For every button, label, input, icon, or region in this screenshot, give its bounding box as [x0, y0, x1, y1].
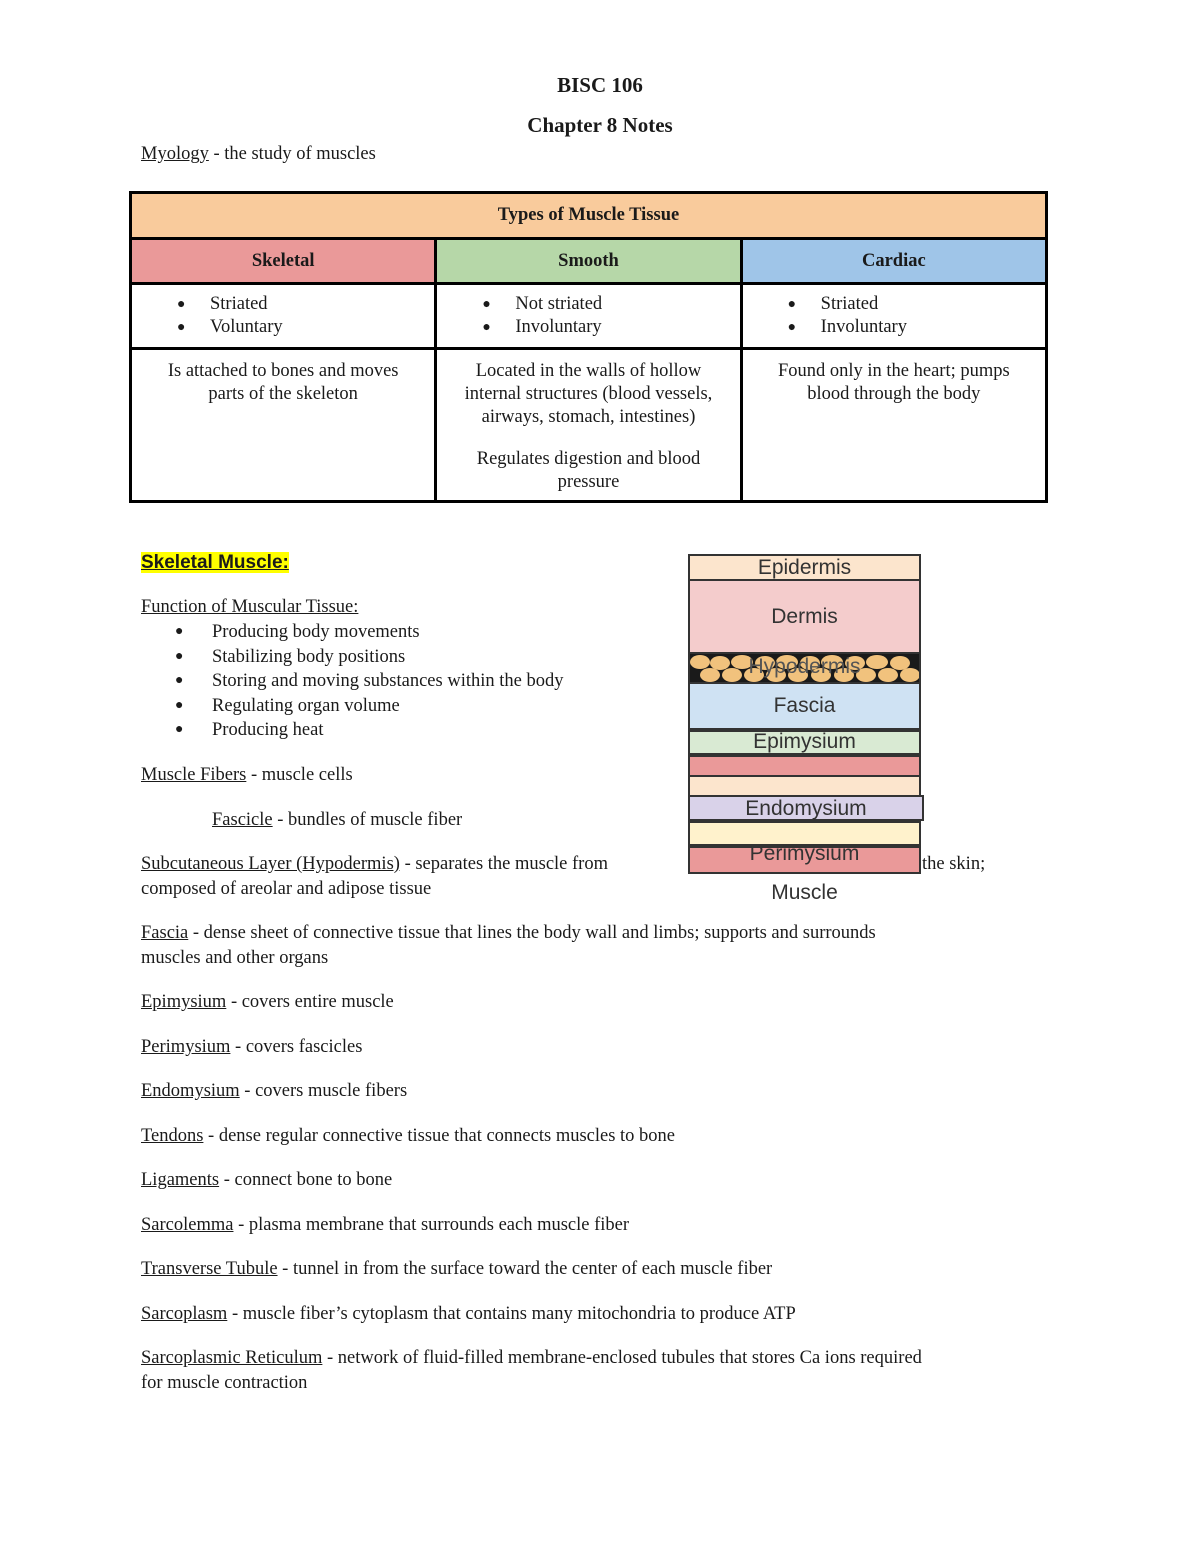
- definition-line: [141, 1302, 796, 1327]
- term-label: Transverse Tubule: [141, 1259, 278, 1279]
- term-definition: - covers entire muscle: [226, 992, 394, 1012]
- layer-label: Perimysium: [749, 842, 860, 865]
- term-definition: - covers fascicles: [230, 1037, 363, 1057]
- term-definition: - tunnel in from the surface toward the center of each muscle fiber: [277, 1259, 773, 1279]
- term-definition: - covers muscle fibers: [239, 1081, 408, 1101]
- term-label: Fascia: [141, 923, 189, 943]
- description-text: Regulates digestion and blood pressure: [476, 449, 701, 492]
- definition-line: [141, 1079, 407, 1104]
- endomysium-layer: [688, 795, 924, 821]
- column-header-skeletal: Skeletal: [131, 239, 436, 284]
- term-label: Subcutaneous Layer (Hypodermis): [141, 854, 400, 874]
- function-title: Function of Muscular Tissue:: [141, 597, 359, 617]
- definition-line: [141, 1035, 362, 1060]
- definition-line: [141, 1346, 922, 1371]
- term-label: Ligaments: [141, 1170, 220, 1190]
- definition-line: [141, 921, 876, 946]
- term-label: Perimysium: [141, 1037, 231, 1057]
- function-list: [212, 620, 563, 743]
- list-item: ● Striated: [821, 293, 1045, 316]
- layer-label: Fascia: [773, 694, 836, 717]
- skeletal-description: [131, 349, 436, 502]
- term-label: Sarcoplasmic Reticulum: [141, 1348, 323, 1368]
- cardiac-description: [741, 349, 1046, 502]
- term-definition: - muscle cells: [246, 765, 353, 785]
- list-item: ● Stabilizing body positions: [212, 645, 563, 670]
- term-label: Sarcoplasm: [141, 1304, 228, 1324]
- column-header-cardiac: Cardiac: [741, 239, 1046, 284]
- skeletal-traits: [131, 284, 436, 349]
- description-text: Found only in the heart; pumps blood through the body: [777, 361, 1010, 404]
- term-definition: - network of fluid-filled membrane-enclosed tubules that stores Ca ions required: [322, 1348, 922, 1368]
- definition-line: [141, 1213, 629, 1238]
- hypodermis-layer: [688, 652, 921, 684]
- layer-label: Epimysium: [753, 730, 856, 753]
- term-definition: - plasma membrane that surrounds each muscle fiber: [233, 1215, 630, 1235]
- layer-label: Endomysium: [745, 797, 867, 820]
- layer-label: Epidermis: [757, 556, 852, 579]
- term-label: Muscle Fibers: [141, 765, 247, 785]
- layer-label: Hypodermis: [748, 655, 861, 678]
- tissue-layer-diagram: [688, 554, 924, 904]
- list-item: ● Not striated: [515, 293, 739, 316]
- smooth-traits: [436, 284, 741, 349]
- myology-definition: [141, 142, 376, 167]
- list-item: ● Involuntary: [515, 316, 739, 339]
- definition-line: [141, 1124, 675, 1149]
- term-label: Epimysium: [141, 992, 227, 1012]
- fascia-layer: [688, 682, 921, 730]
- list-item: ● Producing body movements: [212, 620, 563, 645]
- definition-line: [141, 1257, 772, 1282]
- term-definition: - dense regular connective tissue that connects muscles to bone: [203, 1126, 676, 1146]
- term-label: Fascicle: [212, 810, 273, 830]
- cardiac-traits: [741, 284, 1046, 349]
- term-label: Myology: [141, 144, 209, 164]
- term-definition: - connect bone to bone: [219, 1170, 393, 1190]
- perimysium-layer: [688, 842, 921, 874]
- term-definition: - muscle fiber’s cytoplasm that contains many mitochondria to produce ATP: [227, 1304, 796, 1324]
- definition-line: [141, 1168, 392, 1193]
- definition-line: [141, 763, 353, 788]
- chapter-title: Chapter 8 Notes: [527, 113, 673, 137]
- diagram-caption: Muscle: [771, 881, 838, 904]
- definition-line: [212, 808, 462, 833]
- dermis-layer: [688, 579, 921, 654]
- list-item: ● Storing and moving substances within the body: [212, 669, 563, 694]
- list-item: ● Involuntary: [821, 316, 1045, 339]
- list-item: ● Striated: [210, 293, 434, 316]
- description-text: Is attached to bones and moves parts of the skeleton: [167, 361, 399, 404]
- term-definition: - the study of muscles: [208, 144, 376, 164]
- definition-line: [141, 990, 394, 1015]
- definition-continuation: the skin;: [922, 854, 986, 874]
- epimysium-layer: [688, 730, 921, 755]
- skeletal-muscle-heading: Skeletal Muscle:: [141, 552, 289, 573]
- term-definition: - separates the muscle from: [399, 854, 608, 874]
- list-item: ● Producing heat: [212, 718, 563, 743]
- term-definition: - bundles of muscle fiber: [272, 810, 463, 830]
- muscle-band-peach: [688, 775, 921, 797]
- definition-continuation: muscles and other organs: [141, 948, 329, 968]
- smooth-description: [436, 349, 741, 502]
- list-item: ● Regulating organ volume: [212, 694, 563, 719]
- section-heading: [141, 550, 289, 576]
- definition-continuation: for muscle contraction: [141, 1373, 308, 1393]
- table-title: Types of Muscle Tissue: [131, 193, 1047, 239]
- term-label: Tendons: [141, 1126, 204, 1146]
- term-label: Sarcolemma: [141, 1215, 234, 1235]
- muscle-band-red: [688, 755, 921, 777]
- muscle-tissue-table: [129, 191, 1048, 503]
- description-text: Located in the walls of hollow internal structures (blood vessels, airways, stomach, intestines): [464, 361, 713, 427]
- definition-line: [141, 852, 608, 877]
- definition-continuation: composed of areolar and adipose tissue: [141, 879, 432, 899]
- term-definition: - dense sheet of connective tissue that lines the body wall and limbs; supports and surrounds: [188, 923, 876, 943]
- course-title: BISC 106: [557, 73, 643, 97]
- list-item: ● Voluntary: [210, 316, 434, 339]
- layer-label: Dermis: [771, 605, 838, 628]
- epidermis-layer: [688, 554, 921, 581]
- column-header-smooth: Smooth: [436, 239, 741, 284]
- term-label: Endomysium: [141, 1081, 240, 1101]
